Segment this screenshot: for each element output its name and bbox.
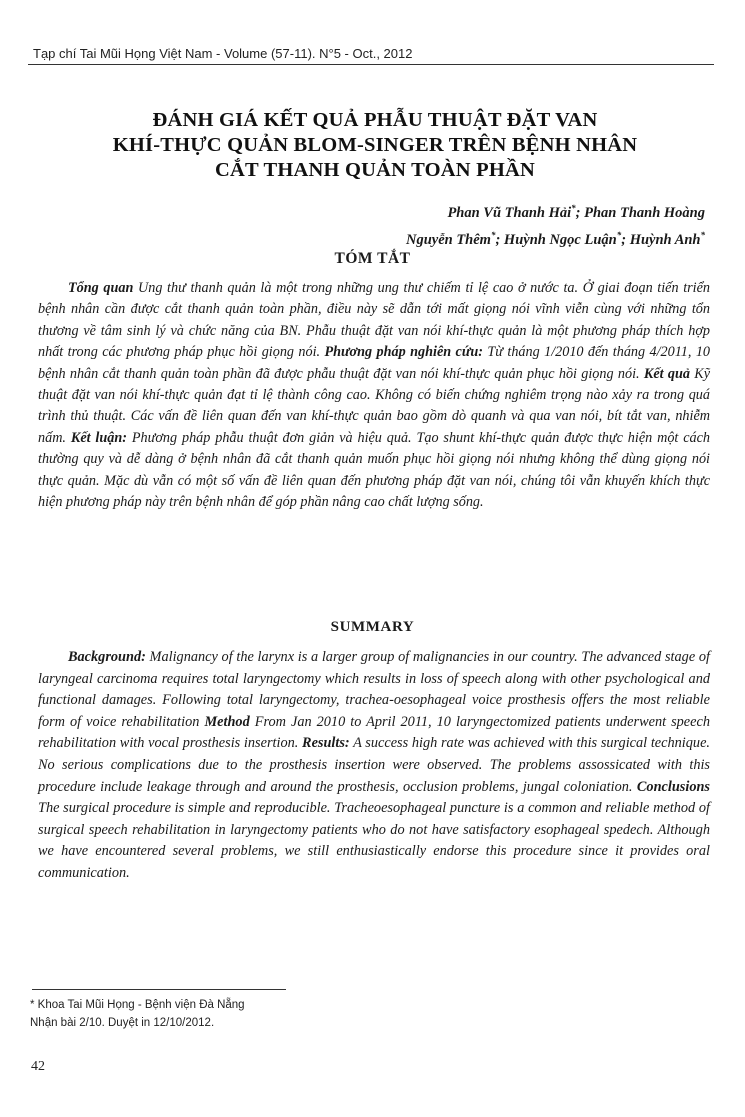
vietnamese-abstract-heading: TÓM TẮT	[334, 250, 411, 267]
affiliation-marker: *	[616, 229, 622, 240]
english-summary-heading: SUMMARY	[330, 619, 415, 635]
method-label: Method	[204, 713, 250, 730]
author-line-2	[406, 224, 705, 251]
background-label: Tổng quan	[68, 280, 134, 296]
title-line-1: ĐÁNH GIÁ KẾT QUẢ PHẪU THUẬT ĐẶT VAN	[152, 109, 598, 131]
header-rule	[28, 64, 714, 65]
affiliation-marker: *	[700, 229, 705, 240]
background-label: Background:	[68, 649, 146, 665]
journal-header: Tạp chí Tai Mũi Họng Việt Nam - Volume (57-11). N°5 - Oct., 2012	[33, 46, 413, 61]
result-label: Kết quả	[643, 365, 690, 382]
author-name: Phan Vũ Thanh Hải	[447, 204, 572, 221]
conclusion-text: Phương pháp phẫu thuật đơn giản và hiệu quả. Tạo shunt khí-thực quản được thực hiện một cách thường quy và dễ dàng ở bệnh nhân đã cắt thanh quản muốn phục hồi giọng nói nhưng không thể dùng giọng nói thực quản. Mặc dù vẫn có một số vấn đề liên quan đến phương pháp đặt van nói, chúng tôi vẫn khuyến khích thực hiện phương pháp này trên bệnh nhân để góp phần nâng cao chất lượng sống.	[38, 429, 711, 511]
vietnamese-abstract	[38, 278, 710, 513]
footnote	[30, 996, 245, 1032]
background-text: Malignancy of the larynx is a larger group of malignancies in our country. The advanced stage of laryngeal carcinoma requires total laryngectomy which results in loss of speech along with other psychological and functional damages. Following total laryngectomy, trachea-oesophageal voice prosthesis offers the most reliable form of voice rehabilitation	[38, 649, 710, 730]
author-list	[406, 197, 705, 251]
author-name: Huỳnh Anh	[629, 231, 701, 248]
method-text: Từ tháng 1/2010 đến tháng 4/2011, 10 bệnh nhân cắt thanh quản toàn phần đã được phẫu thuật đặt van nói khí-thực quản phục hồi giọng nói.	[38, 344, 711, 382]
footnote-affiliation: * Khoa Tai Mũi Họng - Bệnh viện Đà Nẵng	[30, 999, 245, 1011]
conclusion-label: Conclusions	[636, 778, 710, 795]
page-number: 42	[31, 1059, 45, 1074]
footnote-rule	[32, 989, 286, 990]
author-separator: ;	[575, 204, 585, 221]
background-text: Ung thư thanh quản là một trong những ung thư chiếm tỉ lệ cao ở nước ta. Ở giai đoạn tiến triển bệnh nhân cần được cắt thanh quản toàn phần, điều này sẽ dẫn tới mất giọng nói vĩnh viễn cùng với những tổn thương về tâm sinh lý và chức năng của BN. Phẫu thuật đặt van nói khí-thực quản là một phương pháp thích hợp nhất trong các phương pháp phục hồi giọng nói.	[38, 280, 711, 361]
title-line-2: KHÍ-THỰC QUẢN BLOM-SINGER TRÊN BỆNH NHÂN	[112, 134, 638, 156]
author-name: Nguyễn Thêm	[405, 231, 491, 248]
author-name: Huỳnh Ngọc Luận	[503, 231, 617, 248]
author-separator: ;	[495, 231, 504, 248]
conclusion-text: The surgical procedure is simple and reproducible. Tracheoesophageal puncture is a common and reliable method of surgical speech rehabilitation in laryngectomy patients who do not have satisfactory esophageal spedech. Although we have encountered several problems, we still enthusiastically endorse this procedure since it provides oral communication.	[38, 800, 710, 881]
article-title	[70, 108, 680, 183]
result-text: A success high rate was achieved with this surgical technique. No serious complications due to the prosthesis insertion were observed. The problems assossicated with this procedure include leakage through and around the prosthesis, occlusion problems, jungal coloniation.	[38, 735, 710, 795]
footnote-dates: Nhận bài 2/10. Duyệt in 12/10/2012.	[30, 1017, 215, 1029]
author-separator: ;	[621, 231, 630, 248]
affiliation-marker: *	[490, 229, 496, 240]
author-line-1	[406, 197, 705, 224]
result-text: Kỹ thuật đặt van nói khí-thực quản đạt tỉ lệ thành công cao. Không có biến chứng nghiêm trọng nào xảy ra trong quá trình thủ thuật. Các vấn đề liên quan đến van khí-thực quản bao gồm dò quanh và qua van nói, bít tắt van, nhiễm nấm.	[38, 365, 710, 446]
affiliation-marker: *	[571, 203, 576, 213]
author-name: Phan Thanh Hoàng	[584, 204, 705, 221]
result-label: Results:	[302, 735, 350, 752]
title-line-3: CẮT THANH QUẢN TOÀN PHẦN	[215, 159, 535, 181]
english-summary	[38, 647, 710, 885]
method-text: From Jan 2010 to April 2011, 10 laryngectomized patients underwent speech rehabilitation with vocal prosthesis insertion.	[38, 713, 710, 752]
method-label: Phương pháp nghiên cứu:	[324, 344, 483, 361]
conclusion-label: Kết luận:	[70, 429, 127, 446]
